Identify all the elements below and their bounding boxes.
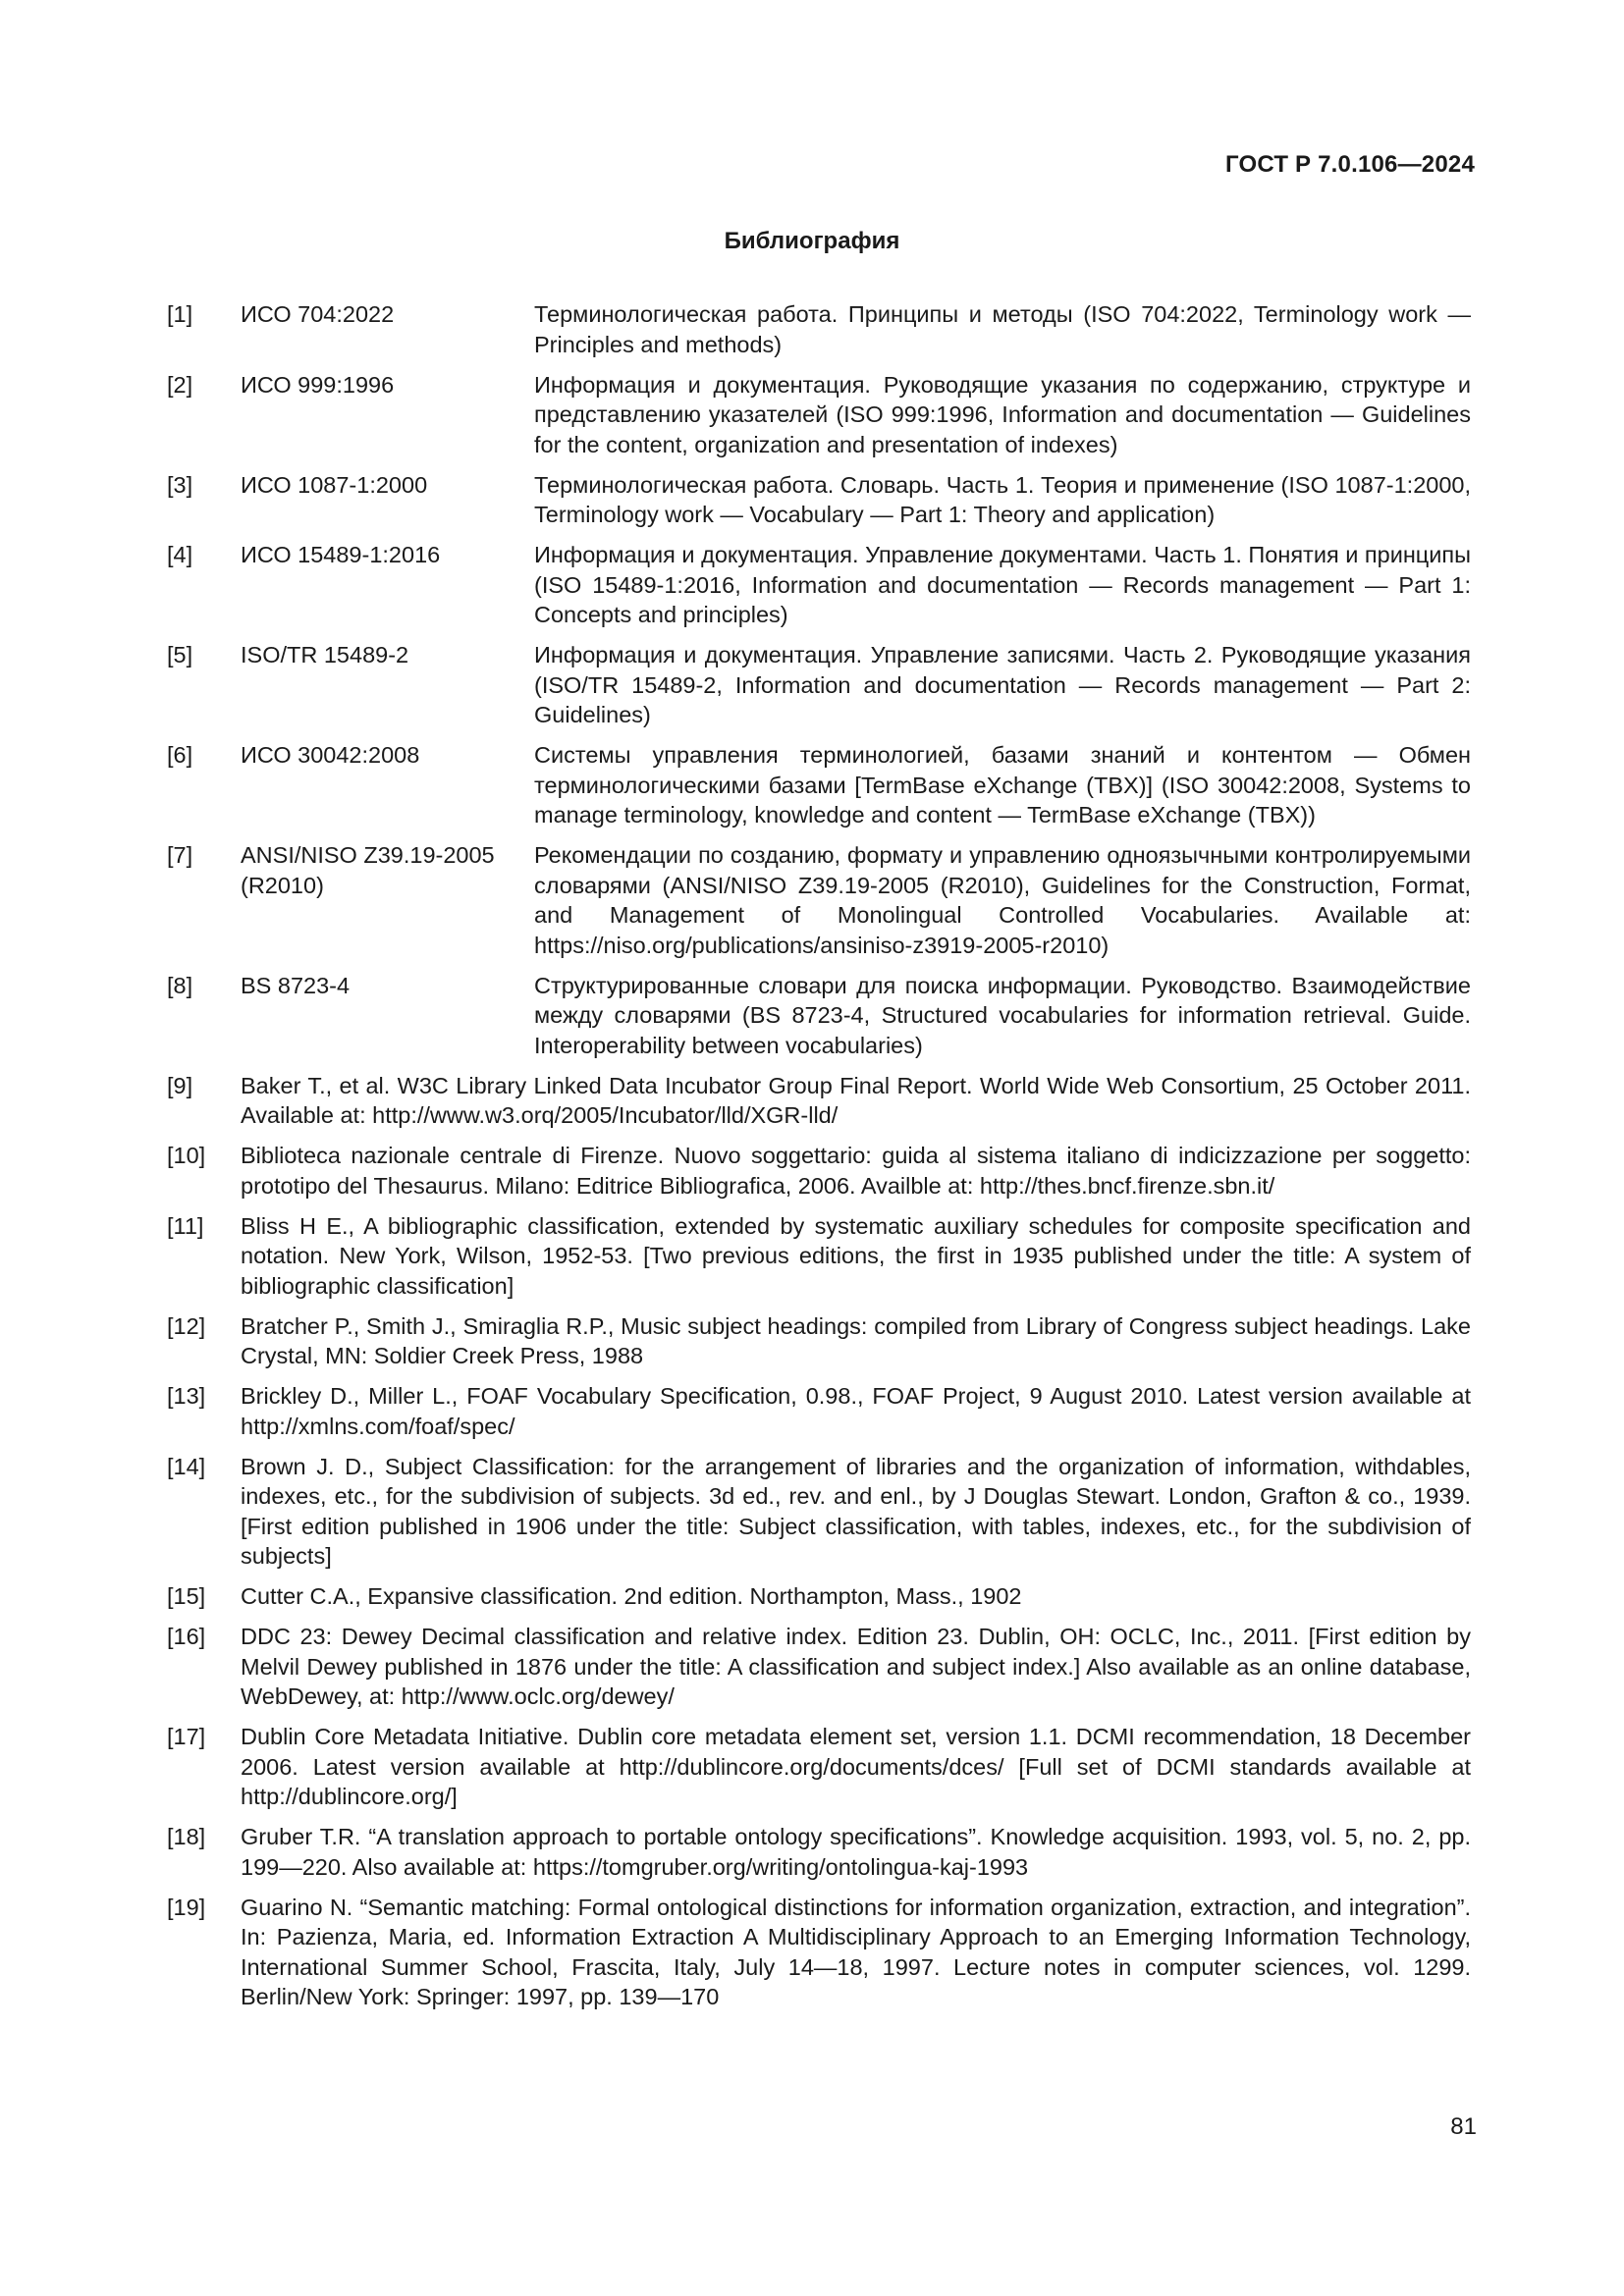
reference-item [167, 1381, 1471, 1441]
reference-text: DDC 23: Dewey Decimal classification and relative index. Edition 23. Dublin, OH: OCLC, Inc., 2011. [First edition by Melvil Dewey published in 1876 under the title: A classification and subject index.] Also available as an online database, WebDewey, at: http://www.oclc.org/dewey/ [241, 1624, 1471, 1709]
reference-item [167, 1722, 1471, 1812]
reference-number: [9] [167, 1072, 193, 1098]
reference-text: Cutter C.A., Expansive classification. 2nd edition. Northampton, Mass., 1902 [241, 1583, 1022, 1609]
reference-text: Gruber T.R. “A translation approach to portable ontology specifications”. Knowledge acquisition. 1993, vol. 5, no. 2, pp. 199—220. Also available at: https://tomgruber.org/writing/ontolingua-kaj-1993 [241, 1824, 1471, 1880]
reference-number: [11] [167, 1212, 204, 1239]
reference-item [167, 1311, 1471, 1371]
reference-text: Biblioteca nazionale centrale di Firenze. Nuovo soggettario: guida al sistema italiano di indicizzazione per soggetto: prototipo del Thesaurus. Milano: Editrice Bibliografica, 2006. Availble at: http://thes.bncf.firenze.sbn.it/ [241, 1143, 1471, 1199]
reference-code: ИСО 30042:2008 [241, 742, 420, 768]
reference-code: BS 8723-4 [241, 972, 351, 998]
reference-text: Терминологическая работа. Словарь. Часть 1. Теория и применение (ISO 1087-1:2000, Terminology work — Vocabulary — Part 1: Theory and application) [534, 471, 1471, 527]
document-header: ГОСТ Р 7.0.106—2024 [1225, 151, 1475, 178]
reference-number: [4] [167, 542, 193, 567]
reference-text: Рекомендации по созданию, формату и управлению одноязычными контролируемыми словарями (ANSI/NISO Z39.19-2005 (R2010), Guidelines for the Construction, Format, and Management of Monolingual Controlled Vocabularies. Available at: https://niso.org/publications/ansiniso-z3919-2005-r2010) [534, 842, 1471, 958]
reference-number: [6] [167, 742, 193, 768]
reference-item [167, 1211, 1471, 1302]
reference-text: Brown J. D., Subject Classification: for the arrangement of libraries and the organization of information, withdables, indexes, etc., for the subdivision of subjects. 3d ed., rev. and enl., by J Douglas Stewart. London, Grafton & co., 1939. [First edition published in 1906 under the title: Subject classification, with tables, indexes, etc., for the subdivision of subjects] [241, 1453, 1471, 1569]
reference-code: ИСО 15489-1:2016 [241, 542, 441, 567]
reference-item [167, 1581, 1471, 1612]
reference-text: Bratcher P., Smith J., Smiraglia R.P., Music subject headings: compiled from Library of Congress subject headings. Lake Crystal, MN: Soldier Creek Press, 1988 [241, 1312, 1471, 1368]
reference-number: [5] [167, 642, 193, 667]
page-number: 81 [1450, 2113, 1477, 2140]
reference-text: Структурированные словари для поиска информации. Руководство. Взаимодействие между словарями (BS 8723-4, Structured vocabularies for information retrieval. Guide. Interoperability between vocabularies) [534, 972, 1471, 1058]
reference-text: Системы управления терминологией, базами знаний и контентом — Обмен терминологическими базами [TermBase eXchange (TBX)] (ISO 30042:2008, Systems to manage terminology, knowledge and content — TermBase eXchange (TBX)) [534, 742, 1471, 828]
reference-item [167, 1893, 1471, 2012]
section-title: Библиография [724, 228, 900, 254]
reference-item [167, 370, 1471, 460]
reference-number: [18] [167, 1824, 206, 1849]
reference-number: [15] [167, 1583, 206, 1609]
reference-text: Информация и документация. Управление документами. Часть 1. Понятия и принципы (ISO 15489-1:2016, Information and documentation — Records management — Part 1: Concepts and principles) [534, 542, 1471, 627]
reference-number: [8] [167, 972, 193, 998]
reference-text: Bliss H E., A bibliographic classification, extended by systematic auxiliary schedules for composite specification and notation. New York, Wilson, 1952-53. [Two previous editions, the first in 1935 published under the title: A system of bibliographic classification] [241, 1212, 1471, 1299]
reference-number: [16] [167, 1624, 206, 1649]
reference-code: ISO/TR 15489-2 [241, 642, 409, 667]
reference-number: [10] [167, 1143, 206, 1168]
reference-text: Информация и документация. Управление записями. Часть 2. Руководящие указания (ISO/TR 15489-2, Information and documentation — Records management — Part 2: Guidelines) [534, 642, 1471, 727]
reference-item [167, 1622, 1471, 1712]
reference-item [167, 1071, 1471, 1131]
reference-item [167, 640, 1471, 730]
reference-code: ИСО 1087-1:2000 [241, 471, 428, 498]
reference-code: ИСО 704:2022 [241, 301, 395, 327]
reference-text: Brickley D., Miller L., FOAF Vocabulary Specification, 0.98., FOAF Project, 9 August 2010. Latest version available at http://xmlns.com/foaf/spec/ [241, 1383, 1471, 1439]
reference-item [167, 540, 1471, 630]
reference-item [167, 740, 1471, 830]
reference-number: [19] [167, 1894, 206, 1920]
bibliography-list [167, 299, 1471, 2022]
reference-item [167, 299, 1471, 359]
reference-text: Dublin Core Metadata Initiative. Dublin core metadata element set, version 1.1. DCMI recommendation, 18 December 2006. Latest version available at http://dublincore.org/documents/dces/ [Full set of DCMI standards available at http://dublincore.org/] [241, 1724, 1471, 1809]
reference-number: [17] [167, 1724, 206, 1749]
reference-number: [3] [167, 471, 193, 498]
reference-code: ИСО 999:1996 [241, 371, 395, 398]
reference-number: [13] [167, 1383, 206, 1409]
reference-code: ANSI/NISO Z39.19-2005 (R2010) [241, 842, 495, 898]
reference-text: Терминологическая работа. Принципы и методы (ISO 704:2022, Terminology work — Principles and methods) [534, 301, 1471, 357]
reference-number: [2] [167, 371, 193, 398]
reference-item [167, 1452, 1471, 1572]
reference-text: Информация и документация. Руководящие указания по содержанию, структуре и представлению указателей (ISO 999:1996, Information and documentation — Guidelines for the content, organization and presentation of indexes) [534, 371, 1471, 457]
reference-number: [7] [167, 842, 193, 868]
reference-text: Guarino N. “Semantic matching: Formal ontological distinctions for information organization, extraction, and integration”. In: Pazienza, Maria, ed. Information Extraction A Multidisciplinary Approach to an Emerging Information Technology, International Summer School, Frascita, Italy, July 14—18, 1997. Lecture notes in computer sciences, vol. 1299. Berlin/New York: Springer: 1997, pp. 139—170 [241, 1894, 1471, 2009]
reference-item [167, 1822, 1471, 1882]
reference-number: [12] [167, 1312, 206, 1339]
reference-text: Baker T., et al. W3C Library Linked Data Incubator Group Final Report. World Wide Web Consortium, 25 October 2011. Available at: http://www.w3.orq/2005/Incubator/lld/XGR-lld/ [241, 1072, 1471, 1128]
reference-number: [1] [167, 301, 193, 327]
reference-item [167, 971, 1471, 1061]
reference-item [167, 840, 1471, 960]
reference-item [167, 470, 1471, 530]
reference-number: [14] [167, 1453, 206, 1479]
reference-item [167, 1141, 1471, 1201]
